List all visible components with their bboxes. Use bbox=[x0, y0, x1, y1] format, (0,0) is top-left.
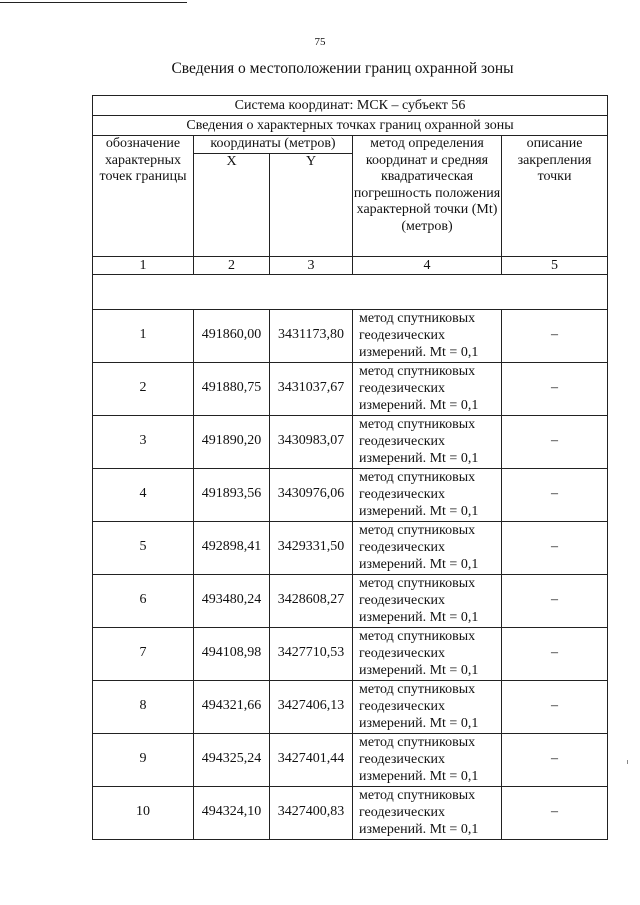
table-header-row bbox=[93, 96, 608, 116]
point-cell: 2 bbox=[93, 362, 194, 415]
description-cell: – bbox=[502, 309, 608, 362]
y-coordinate-cell: 3430983,07 bbox=[270, 415, 353, 468]
x-coordinate-cell: 491893,56 bbox=[194, 468, 270, 521]
y-coordinate-cell: 3428608,27 bbox=[270, 574, 353, 627]
description-cell: – bbox=[502, 733, 608, 786]
header-designation: обозначение характерных точек границы bbox=[93, 136, 194, 257]
coordinates-table bbox=[92, 95, 608, 840]
method-cell: метод спутниковых геодезических измерений. Mt = 0,1 bbox=[353, 574, 502, 627]
table-row bbox=[93, 362, 608, 415]
column-number: 2 bbox=[194, 256, 270, 274]
table-row bbox=[93, 415, 608, 468]
description-cell: – bbox=[502, 680, 608, 733]
y-coordinate-cell: 3431037,67 bbox=[270, 362, 353, 415]
page-number: 75 bbox=[314, 36, 326, 48]
empty-row bbox=[93, 274, 608, 309]
column-number: 5 bbox=[502, 256, 608, 274]
x-coordinate-cell: 494108,98 bbox=[194, 627, 270, 680]
description-cell: – bbox=[502, 786, 608, 839]
description-cell: – bbox=[502, 521, 608, 574]
table-row bbox=[93, 680, 608, 733]
point-cell: 10 bbox=[93, 786, 194, 839]
x-coordinate-cell: 491860,00 bbox=[194, 309, 270, 362]
table-row bbox=[93, 627, 608, 680]
method-cell: метод спутниковых геодезических измерений. Mt = 0,1 bbox=[353, 521, 502, 574]
table-row bbox=[93, 574, 608, 627]
description-cell: – bbox=[502, 468, 608, 521]
method-cell: метод спутниковых геодезических измерений. Mt = 0,1 bbox=[353, 733, 502, 786]
column-number: 3 bbox=[270, 256, 353, 274]
header-y: Y bbox=[270, 153, 353, 256]
y-coordinate-cell: 3427406,13 bbox=[270, 680, 353, 733]
x-coordinate-cell: 494324,10 bbox=[194, 786, 270, 839]
point-cell: 3 bbox=[93, 415, 194, 468]
method-cell: метод спутниковых геодезических измерений. Mt = 0,1 bbox=[353, 309, 502, 362]
table-row bbox=[93, 733, 608, 786]
y-coordinate-cell: 3430976,06 bbox=[270, 468, 353, 521]
x-coordinate-cell: 492898,41 bbox=[194, 521, 270, 574]
table-row bbox=[93, 786, 608, 839]
column-number: 4 bbox=[353, 256, 502, 274]
description-cell: – bbox=[502, 362, 608, 415]
method-cell: метод спутниковых геодезических измерений. Mt = 0,1 bbox=[353, 786, 502, 839]
point-cell: 1 bbox=[93, 309, 194, 362]
empty-cell bbox=[93, 274, 608, 309]
point-cell: 8 bbox=[93, 680, 194, 733]
x-coordinate-cell: 491880,75 bbox=[194, 362, 270, 415]
method-cell: метод спутниковых геодезических измерений. Mt = 0,1 bbox=[353, 627, 502, 680]
header-coordinates: координаты (метров) bbox=[194, 136, 353, 154]
header-method: метод определения координат и средняя квадратическая погрешность положения характерной точки (Mt) (метров) bbox=[353, 136, 502, 257]
method-cell: метод спутниковых геодезических измерений. Mt = 0,1 bbox=[353, 362, 502, 415]
page-title: Сведения о местоположении границ охранной зоны bbox=[171, 60, 514, 77]
method-cell: метод спутниковых геодезических измерений. Mt = 0,1 bbox=[353, 415, 502, 468]
y-coordinate-cell: 3431173,80 bbox=[270, 309, 353, 362]
x-coordinate-cell: 493480,24 bbox=[194, 574, 270, 627]
table-header-row bbox=[93, 116, 608, 136]
method-cell: метод спутниковых геодезических измерений. Mt = 0,1 bbox=[353, 680, 502, 733]
table-row bbox=[93, 521, 608, 574]
x-coordinate-cell: 494325,24 bbox=[194, 733, 270, 786]
x-coordinate-cell: 494321,66 bbox=[194, 680, 270, 733]
table-row bbox=[93, 309, 608, 362]
y-coordinate-cell: 3427401,44 bbox=[270, 733, 353, 786]
y-coordinate-cell: 3427400,83 bbox=[270, 786, 353, 839]
header-description: описание закрепления точки bbox=[502, 136, 608, 257]
top-rule bbox=[0, 2, 187, 3]
description-cell: – bbox=[502, 574, 608, 627]
point-cell: 9 bbox=[93, 733, 194, 786]
point-cell: 6 bbox=[93, 574, 194, 627]
description-cell: – bbox=[502, 415, 608, 468]
column-numbers-row bbox=[93, 256, 608, 274]
description-cell: – bbox=[502, 627, 608, 680]
x-coordinate-cell: 491890,20 bbox=[194, 415, 270, 468]
point-cell: 5 bbox=[93, 521, 194, 574]
scan-mark bbox=[627, 760, 628, 764]
points-section-header: Сведения о характерных точках границ охранной зоны bbox=[93, 116, 608, 136]
y-coordinate-cell: 3427710,53 bbox=[270, 627, 353, 680]
table-row bbox=[93, 468, 608, 521]
table-header-row bbox=[93, 136, 608, 154]
y-coordinate-cell: 3429331,50 bbox=[270, 521, 353, 574]
header-x: X bbox=[194, 153, 270, 256]
method-cell: метод спутниковых геодезических измерений. Mt = 0,1 bbox=[353, 468, 502, 521]
column-number: 1 bbox=[93, 256, 194, 274]
coordinate-system-header: Система координат: МСК – субъект 56 bbox=[93, 96, 608, 116]
point-cell: 4 bbox=[93, 468, 194, 521]
point-cell: 7 bbox=[93, 627, 194, 680]
